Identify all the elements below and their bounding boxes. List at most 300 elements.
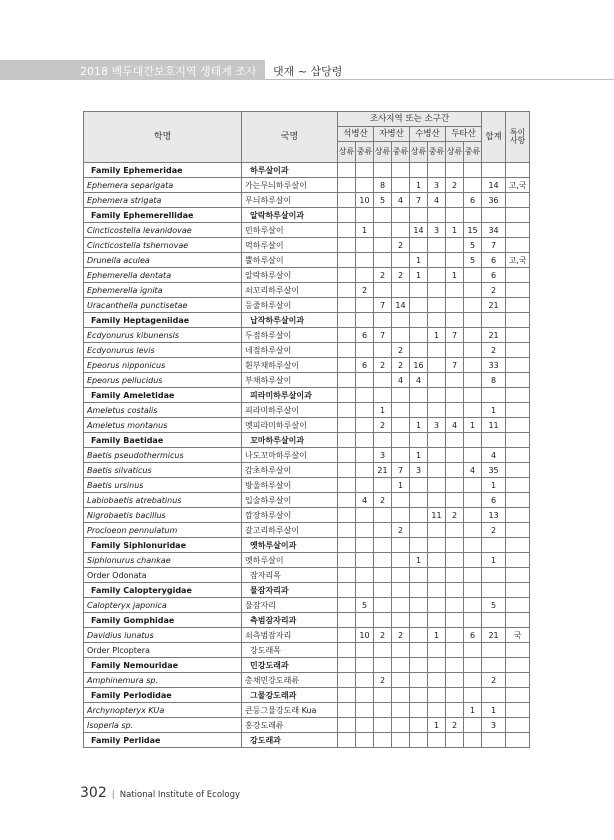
count-cell xyxy=(464,208,482,223)
count-cell xyxy=(428,478,446,493)
count-cell xyxy=(392,568,410,583)
count-cell xyxy=(446,298,464,313)
count-cell xyxy=(410,538,428,553)
count-cell xyxy=(338,388,356,403)
count-cell: 1 xyxy=(446,268,464,283)
count-cell: 11 xyxy=(428,508,446,523)
count-cell xyxy=(338,598,356,613)
count-cell xyxy=(428,343,446,358)
korean-name: 멧피라미하루살이 xyxy=(242,418,338,433)
count-cell xyxy=(446,613,464,628)
count-cell: 4 xyxy=(446,418,464,433)
count-cell xyxy=(374,583,392,598)
count-cell xyxy=(338,613,356,628)
count-cell xyxy=(428,598,446,613)
note-cell xyxy=(506,598,530,613)
count-cell xyxy=(392,733,410,748)
species-row xyxy=(84,673,530,688)
total-cell xyxy=(482,538,506,553)
count-cell xyxy=(374,433,392,448)
note-cell xyxy=(506,208,530,223)
count-cell xyxy=(464,448,482,463)
scientific-name: Family Ephemerellidae xyxy=(84,208,242,223)
count-cell xyxy=(356,178,374,193)
species-row xyxy=(84,703,530,718)
species-row xyxy=(84,418,530,433)
total-cell: 6 xyxy=(482,493,506,508)
count-cell xyxy=(410,523,428,538)
count-cell xyxy=(392,448,410,463)
family-row xyxy=(84,163,530,178)
note-cell xyxy=(506,403,530,418)
count-cell xyxy=(446,433,464,448)
species-row xyxy=(84,598,530,613)
count-cell xyxy=(338,208,356,223)
korean-name: 꼬마하루살이과 xyxy=(242,433,338,448)
count-cell xyxy=(374,658,392,673)
scientific-name: Isoperla sp. xyxy=(84,718,242,733)
total-cell: 1 xyxy=(482,478,506,493)
count-cell: 1 xyxy=(464,703,482,718)
count-cell xyxy=(374,313,392,328)
scientific-name: Labiobaetis atrebatinus xyxy=(84,493,242,508)
count-cell xyxy=(446,463,464,478)
count-cell: 5 xyxy=(464,238,482,253)
count-cell xyxy=(464,328,482,343)
family-row xyxy=(84,733,530,748)
col-header-note: 특이사항 xyxy=(506,112,530,163)
korean-name: 옛하루살이과 xyxy=(242,538,338,553)
total-cell xyxy=(482,163,506,178)
count-cell: 3 xyxy=(410,463,428,478)
count-cell xyxy=(356,718,374,733)
species-row xyxy=(84,178,530,193)
count-cell xyxy=(446,163,464,178)
total-cell: 2 xyxy=(482,283,506,298)
count-cell xyxy=(410,313,428,328)
count-cell xyxy=(410,583,428,598)
korean-name: 총채민강도래류 xyxy=(242,673,338,688)
total-cell: 33 xyxy=(482,358,506,373)
count-cell xyxy=(374,343,392,358)
count-cell xyxy=(374,733,392,748)
species-row xyxy=(84,493,530,508)
count-cell xyxy=(464,688,482,703)
count-cell xyxy=(446,253,464,268)
count-cell xyxy=(464,598,482,613)
header-rule xyxy=(265,79,614,80)
count-cell xyxy=(374,568,392,583)
total-cell: 6 xyxy=(482,268,506,283)
korean-name: 하루살이과 xyxy=(242,163,338,178)
count-cell xyxy=(446,733,464,748)
korean-name: 입술하루살이 xyxy=(242,493,338,508)
count-cell xyxy=(428,673,446,688)
count-cell xyxy=(392,553,410,568)
total-cell: 13 xyxy=(482,508,506,523)
total-cell: 21 xyxy=(482,628,506,643)
count-cell xyxy=(428,613,446,628)
count-cell xyxy=(392,703,410,718)
count-cell xyxy=(392,673,410,688)
count-cell xyxy=(338,478,356,493)
scientific-name: Calopteryx japonica xyxy=(84,598,242,613)
count-cell xyxy=(392,388,410,403)
species-table xyxy=(83,111,530,748)
total-cell: 14 xyxy=(482,178,506,193)
scientific-name: Baetis ursinus xyxy=(84,478,242,493)
family-row xyxy=(84,658,530,673)
count-cell xyxy=(356,253,374,268)
col-header-area-4: 두타산 xyxy=(446,127,482,142)
scientific-name: Drunella aculea xyxy=(84,253,242,268)
note-cell xyxy=(506,388,530,403)
running-header xyxy=(0,60,614,80)
scientific-name: Procloeon pennulatum xyxy=(84,523,242,538)
count-cell xyxy=(428,163,446,178)
count-cell xyxy=(410,163,428,178)
count-cell xyxy=(392,718,410,733)
korean-name: 홍강도래류 xyxy=(242,718,338,733)
scientific-name: Ecdyonurus levis xyxy=(84,343,242,358)
note-cell xyxy=(506,553,530,568)
count-cell: 6 xyxy=(356,328,374,343)
count-cell: 2 xyxy=(446,718,464,733)
count-cell xyxy=(338,568,356,583)
col-header-midstream: 중류 xyxy=(392,142,410,163)
count-cell xyxy=(392,283,410,298)
scientific-name: Ephemera strigata xyxy=(84,193,242,208)
species-row xyxy=(84,508,530,523)
species-row xyxy=(84,448,530,463)
count-cell xyxy=(410,298,428,313)
count-cell xyxy=(428,283,446,298)
count-cell: 1 xyxy=(410,178,428,193)
report-title: 2018 백두대간보호지역 생태계 조사 xyxy=(80,65,257,78)
species-row xyxy=(84,523,530,538)
col-header-midstream: 중류 xyxy=(428,142,446,163)
count-cell: 1 xyxy=(410,253,428,268)
scientific-name: Family Ameletidae xyxy=(84,388,242,403)
count-cell: 2 xyxy=(446,178,464,193)
count-cell xyxy=(392,253,410,268)
scientific-name: Family Gomphidae xyxy=(84,613,242,628)
scientific-name: Family Ephemeridae xyxy=(84,163,242,178)
count-cell: 1 xyxy=(374,403,392,418)
count-cell: 2 xyxy=(392,268,410,283)
count-cell xyxy=(446,583,464,598)
count-cell xyxy=(428,568,446,583)
note-cell xyxy=(506,238,530,253)
count-cell xyxy=(446,448,464,463)
species-row xyxy=(84,193,530,208)
scientific-name: Cincticostella tshernovae xyxy=(84,238,242,253)
count-cell xyxy=(446,343,464,358)
total-cell: 6 xyxy=(482,253,506,268)
footer-separator: | xyxy=(111,790,115,800)
korean-name: 피라미하루살이 xyxy=(242,403,338,418)
count-cell xyxy=(428,643,446,658)
total-cell xyxy=(482,433,506,448)
table-body xyxy=(84,163,530,748)
total-cell: 35 xyxy=(482,463,506,478)
family-row xyxy=(84,613,530,628)
count-cell xyxy=(410,688,428,703)
count-cell xyxy=(338,433,356,448)
count-cell xyxy=(356,208,374,223)
count-cell: 2 xyxy=(374,358,392,373)
count-cell xyxy=(338,583,356,598)
count-cell xyxy=(392,688,410,703)
scientific-name: Ephemerella ignita xyxy=(84,283,242,298)
count-cell xyxy=(410,238,428,253)
count-cell xyxy=(374,163,392,178)
count-cell xyxy=(392,178,410,193)
note-cell xyxy=(506,358,530,373)
species-row xyxy=(84,328,530,343)
count-cell xyxy=(338,343,356,358)
scientific-name: Family Heptageniidae xyxy=(84,313,242,328)
count-cell xyxy=(338,313,356,328)
total-cell: 7 xyxy=(482,238,506,253)
total-cell: 2 xyxy=(482,523,506,538)
count-cell xyxy=(446,193,464,208)
scientific-name: Amphinemura sp. xyxy=(84,673,242,688)
count-cell: 2 xyxy=(446,508,464,523)
count-cell: 7 xyxy=(410,193,428,208)
korean-name: 물잠자리 xyxy=(242,598,338,613)
count-cell: 1 xyxy=(392,478,410,493)
total-cell: 1 xyxy=(482,553,506,568)
count-cell xyxy=(338,673,356,688)
count-cell xyxy=(356,418,374,433)
note-cell: 국 xyxy=(506,628,530,643)
species-row xyxy=(84,403,530,418)
count-cell xyxy=(338,718,356,733)
note-cell xyxy=(506,478,530,493)
scientific-name: Epeorus pellucidus xyxy=(84,373,242,388)
col-header-kor: 국명 xyxy=(242,112,338,163)
note-cell xyxy=(506,508,530,523)
count-cell: 6 xyxy=(464,628,482,643)
count-cell: 2 xyxy=(392,358,410,373)
note-cell xyxy=(506,583,530,598)
count-cell xyxy=(428,448,446,463)
count-cell xyxy=(338,193,356,208)
col-header-region: 조사지역 또는 소구간 xyxy=(338,112,482,127)
count-cell: 14 xyxy=(410,223,428,238)
count-cell: 7 xyxy=(374,328,392,343)
count-cell xyxy=(374,643,392,658)
total-cell: 2 xyxy=(482,343,506,358)
count-cell xyxy=(338,373,356,388)
note-cell xyxy=(506,523,530,538)
count-cell xyxy=(356,583,374,598)
count-cell: 7 xyxy=(392,463,410,478)
scientific-name: Baetis pseudothermicus xyxy=(84,448,242,463)
count-cell xyxy=(374,523,392,538)
count-cell xyxy=(446,703,464,718)
total-cell: 5 xyxy=(482,598,506,613)
note-cell xyxy=(506,688,530,703)
korean-name: 흰부채하루살이 xyxy=(242,358,338,373)
count-cell xyxy=(410,613,428,628)
count-cell xyxy=(338,358,356,373)
count-cell xyxy=(446,598,464,613)
scientific-name: Ameletus montanus xyxy=(84,418,242,433)
count-cell xyxy=(374,223,392,238)
count-cell: 10 xyxy=(356,628,374,643)
count-cell xyxy=(392,163,410,178)
count-cell xyxy=(428,493,446,508)
count-cell xyxy=(410,208,428,223)
count-cell xyxy=(446,553,464,568)
count-cell xyxy=(464,718,482,733)
count-cell: 1 xyxy=(410,448,428,463)
count-cell: 1 xyxy=(410,418,428,433)
count-cell xyxy=(446,568,464,583)
count-cell xyxy=(410,328,428,343)
scientific-name: Ecdyonurus kibunensis xyxy=(84,328,242,343)
count-cell xyxy=(446,238,464,253)
korean-name: 강도래과 xyxy=(242,733,338,748)
section-title: 댓재 ~ 삽당령 xyxy=(273,65,343,78)
count-cell xyxy=(338,538,356,553)
count-cell: 1 xyxy=(428,718,446,733)
count-cell: 4 xyxy=(428,193,446,208)
count-cell xyxy=(338,328,356,343)
count-cell xyxy=(410,493,428,508)
note-cell xyxy=(506,733,530,748)
count-cell xyxy=(464,733,482,748)
count-cell xyxy=(446,493,464,508)
korean-name: 민강도래과 xyxy=(242,658,338,673)
count-cell xyxy=(446,673,464,688)
note-cell xyxy=(506,418,530,433)
count-cell xyxy=(410,598,428,613)
count-cell xyxy=(392,403,410,418)
korean-name: 나도꼬마하루살이 xyxy=(242,448,338,463)
count-cell xyxy=(356,388,374,403)
count-cell xyxy=(374,253,392,268)
count-cell xyxy=(428,238,446,253)
count-cell: 4 xyxy=(392,373,410,388)
korean-name: 강도래목 xyxy=(242,643,338,658)
count-cell xyxy=(374,373,392,388)
count-cell xyxy=(356,163,374,178)
count-cell xyxy=(356,463,374,478)
count-cell xyxy=(428,298,446,313)
count-cell: 4 xyxy=(356,493,374,508)
count-cell xyxy=(464,388,482,403)
korean-name: 그물강도래과 xyxy=(242,688,338,703)
scientific-name: Ephemera separigata xyxy=(84,178,242,193)
count-cell: 1 xyxy=(446,223,464,238)
count-cell: 1 xyxy=(356,223,374,238)
count-cell xyxy=(356,298,374,313)
korean-name: 알락하루살이 xyxy=(242,268,338,283)
page-number: 302 xyxy=(80,785,107,801)
count-cell xyxy=(338,508,356,523)
korean-name: 알락하루살이과 xyxy=(242,208,338,223)
count-cell xyxy=(356,448,374,463)
count-cell xyxy=(392,583,410,598)
note-cell xyxy=(506,613,530,628)
note-cell xyxy=(506,373,530,388)
korean-name: 등줄하루살이 xyxy=(242,298,338,313)
col-header-upstream: 상류 xyxy=(338,142,356,163)
note-cell xyxy=(506,193,530,208)
count-cell xyxy=(356,478,374,493)
note-cell xyxy=(506,328,530,343)
count-cell xyxy=(428,208,446,223)
col-header-area-1: 석병산 xyxy=(338,127,374,142)
korean-name: 방울하루살이 xyxy=(242,478,338,493)
count-cell: 6 xyxy=(356,358,374,373)
count-cell xyxy=(374,388,392,403)
korean-name: 갈고리하루살이 xyxy=(242,523,338,538)
count-cell: 3 xyxy=(428,178,446,193)
count-cell xyxy=(428,538,446,553)
count-cell xyxy=(338,403,356,418)
count-cell xyxy=(374,283,392,298)
count-cell xyxy=(338,298,356,313)
col-header-upstream: 상류 xyxy=(410,142,428,163)
count-cell: 2 xyxy=(392,343,410,358)
count-cell: 14 xyxy=(392,298,410,313)
count-cell xyxy=(464,523,482,538)
total-cell xyxy=(482,658,506,673)
total-cell xyxy=(482,613,506,628)
count-cell xyxy=(446,538,464,553)
count-cell xyxy=(428,253,446,268)
count-cell xyxy=(464,493,482,508)
institute-name: National Institute of Ecology xyxy=(119,790,241,800)
korean-name: 깜장하루살이 xyxy=(242,508,338,523)
scientific-name: Family Calopterygidae xyxy=(84,583,242,598)
count-cell xyxy=(428,313,446,328)
count-cell xyxy=(356,508,374,523)
total-cell: 36 xyxy=(482,193,506,208)
total-cell xyxy=(482,208,506,223)
scientific-name: Ameletus costalis xyxy=(84,403,242,418)
count-cell xyxy=(392,208,410,223)
count-cell: 4 xyxy=(410,373,428,388)
family-row xyxy=(84,208,530,223)
scientific-name: Nigrobaetis bacillus xyxy=(84,508,242,523)
count-cell xyxy=(392,538,410,553)
count-cell xyxy=(392,658,410,673)
count-cell: 1 xyxy=(428,628,446,643)
count-cell: 5 xyxy=(464,253,482,268)
count-cell xyxy=(428,703,446,718)
col-header-total: 합계 xyxy=(482,112,506,163)
total-cell: 1 xyxy=(482,403,506,418)
count-cell xyxy=(464,373,482,388)
count-cell xyxy=(410,733,428,748)
total-cell: 21 xyxy=(482,298,506,313)
note-cell xyxy=(506,343,530,358)
scientific-name: Epeorus nipponicus xyxy=(84,358,242,373)
count-cell xyxy=(410,403,428,418)
count-cell xyxy=(464,178,482,193)
count-cell xyxy=(356,658,374,673)
korean-name: 피라미하루살이과 xyxy=(242,388,338,403)
scientific-name: Ephemerella dentata xyxy=(84,268,242,283)
scientific-name: Baetis silvaticus xyxy=(84,463,242,478)
count-cell xyxy=(446,373,464,388)
note-cell xyxy=(506,643,530,658)
